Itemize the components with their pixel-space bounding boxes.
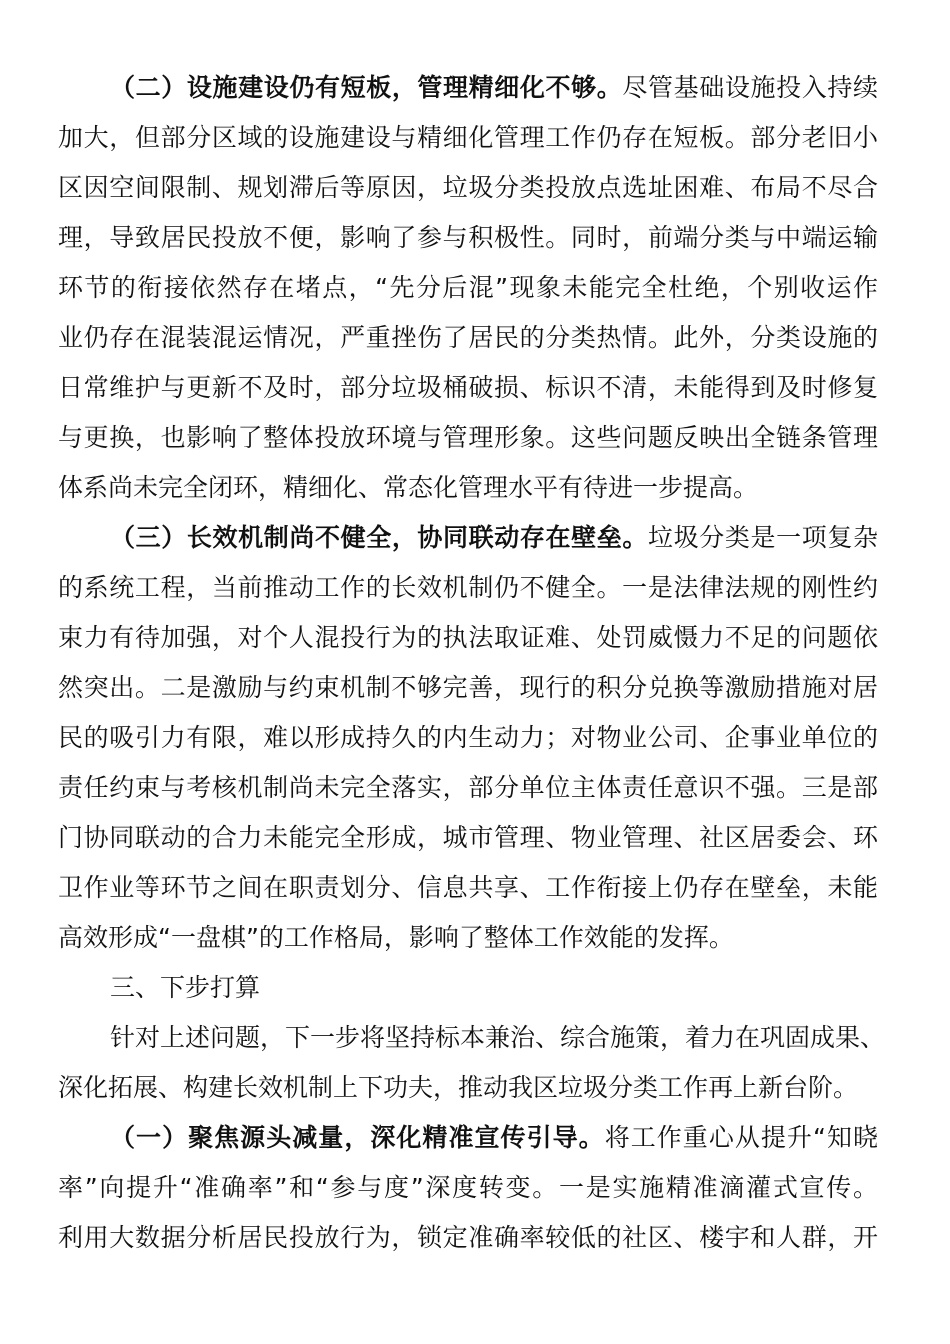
paragraph-source-reduction [58,1120,878,1270]
text-line: 区因空间限制、规划滞后等原因，垃圾分类投放点选址困难、布局不尽合 [58,173,878,202]
text-line: 民的吸引力有限，难以形成持久的内生动力；对物业公司、企事业单位的 [58,723,878,752]
paragraph-mechanism [58,520,878,970]
paragraph-intro [58,1020,886,1120]
text-line: 日常维护与更新不及时，部分垃圾桶破损、标识不清，未能得到及时修复 [58,373,878,402]
text-line: 与更换，也影响了整体投放环境与管理形象。这些问题反映出全链条管理 [58,423,878,452]
text-line [58,70,878,120]
text-line: 卫作业等环节之间在职责划分、信息共享、工作衔接上仍存在壁垒，未能 [58,873,878,902]
section-heading: （一）聚焦源头减量，深化精准宣传引导。 [110,1123,605,1152]
text-line [58,520,878,570]
text-line: 业仍存在混装混运情况，严重挫伤了居民的分类热情。此外，分类设施的 [58,323,878,352]
text-line: 门协同联动的合力未能完全形成，城市管理、物业管理、社区居委会、环 [58,823,878,852]
text-line: 深化拓展、构建长效机制上下功夫，推动我区垃圾分类工作再上新台阶。 [58,1073,859,1102]
text-line: 体系尚未完全闭环，精细化、常态化管理水平有待进一步提高。 [58,473,759,502]
text-line: 针对上述问题，下一步将坚持标本兼治、综合施策，着力在巩固成果、 [110,1023,886,1052]
document-page [58,70,886,1270]
text-span: 尽管基础设施投入持续 [622,73,878,102]
text-line: 环节的衔接依然存在堵点，“先分后混”现象未能完全杜绝，个别收运作 [58,273,878,302]
text-line [58,1120,878,1170]
section-title: 三、下步打算 [110,973,261,1002]
text-line: 然突出。二是激励与约束机制不够完善，现行的积分兑换等激励措施对居 [58,673,878,702]
text-line: 利用大数据分析居民投放行为，锁定准确率较低的社区、楼宇和人群，开 [58,1223,878,1252]
text-line: 责任约束与考核机制尚未完全落实，部分单位主体责任意识不强。三是部 [58,773,878,802]
text-line: 的系统工程，当前推动工作的长效机制仍不健全。一是法律法规的刚性约 [58,573,878,602]
text-line: 理，导致居民投放不便，影响了参与积极性。同时，前端分类与中端运输 [58,223,878,252]
text-line: 加大，但部分区域的设施建设与精细化管理工作仍存在短板。部分老旧小 [58,123,878,152]
text-line: 束力有待加强，对个人混投行为的执法取证难、处罚威慑力不足的问题依 [58,623,878,652]
section-heading: （三）长效机制尚不健全，协同联动存在壁垒。 [110,523,649,552]
text-line: 高效形成“一盘棋”的工作格局，影响了整体工作效能的发挥。 [58,923,734,952]
section-heading: （二）设施建设仍有短板，管理精细化不够。 [110,73,623,102]
paragraph-facilities [58,70,878,520]
text-line: 率”向提升“准确率”和“参与度”深度转变。一是实施精准滴灌式宣传。 [58,1173,878,1202]
text-span: 将工作重心从提升“知晓 [604,1123,878,1152]
text-span: 垃圾分类是一项复杂 [648,523,878,552]
